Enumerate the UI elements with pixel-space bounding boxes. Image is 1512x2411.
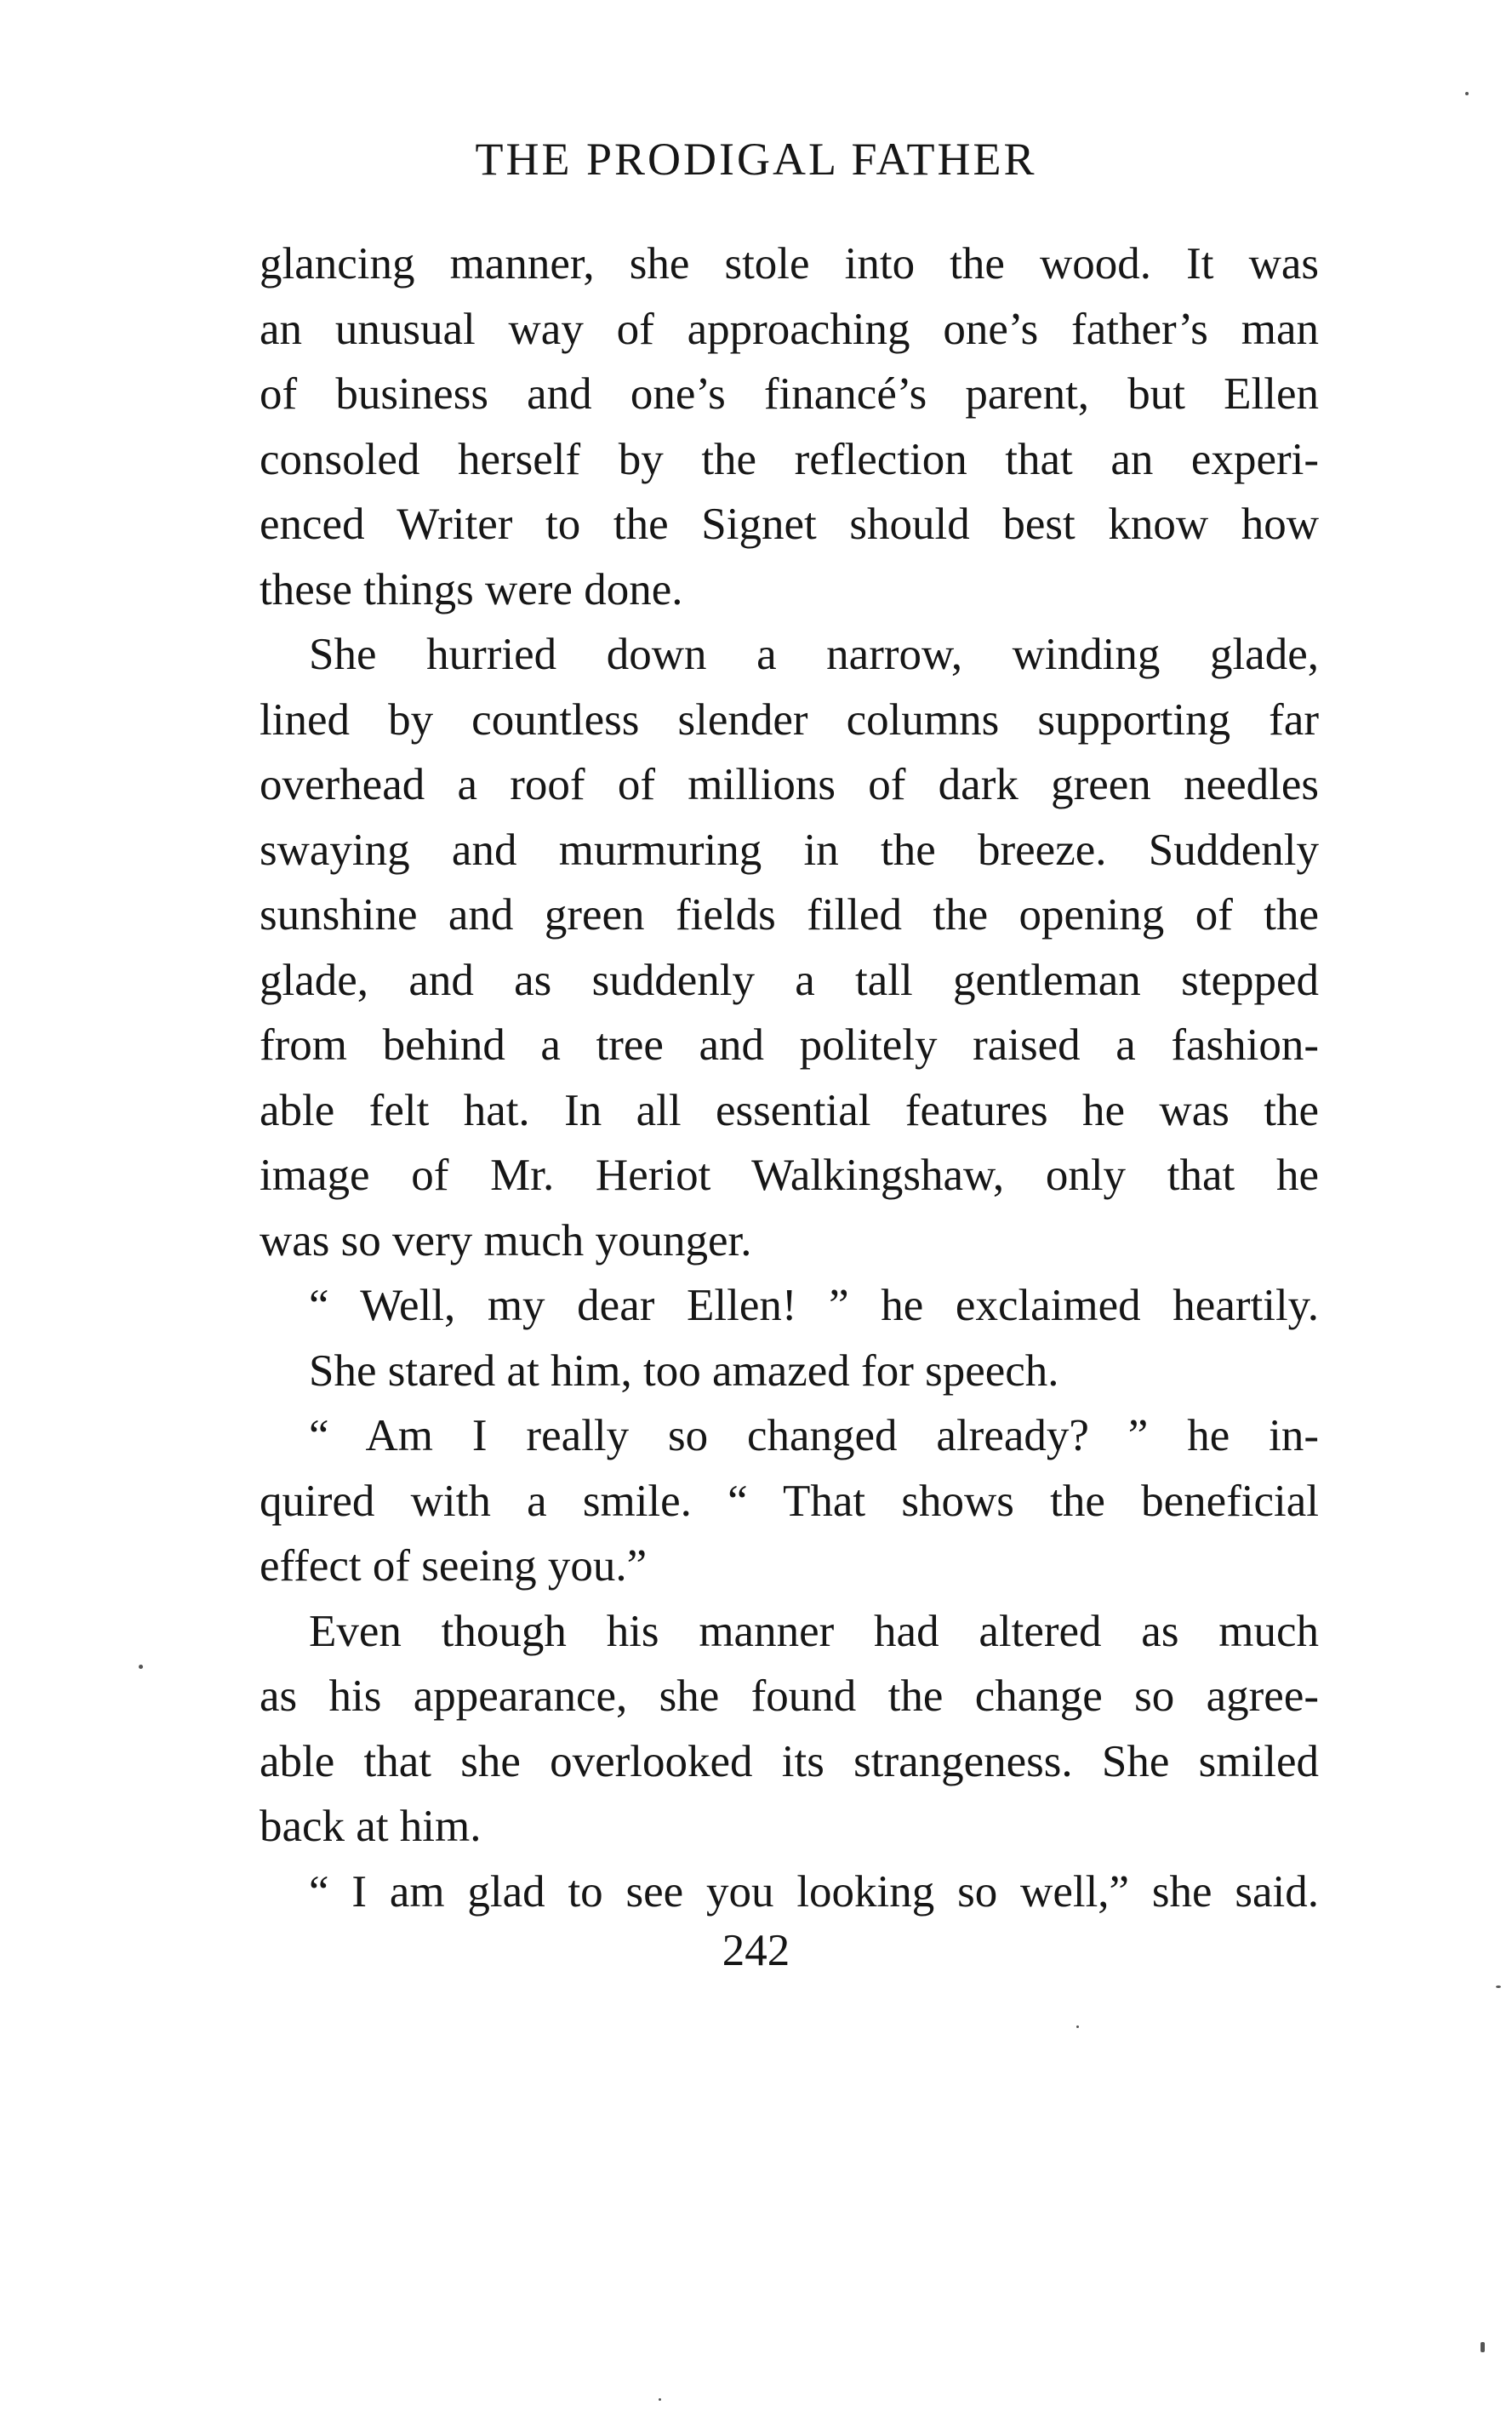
- text-line: from behind a tree and politely raised a fashion-: [260, 1020, 1319, 1070]
- text-line: able felt hat. In all essential features he was the: [260, 1085, 1319, 1135]
- text-line: “ I am glad to see you looking so well,” she said.: [309, 1866, 1319, 1917]
- scan-speck: [659, 2398, 661, 2401]
- text-line: sunshine and green fields filled the opening of the: [260, 890, 1319, 940]
- text-line: as his appearance, she found the change so agree-: [260, 1671, 1319, 1721]
- text-line: She stared at him, too amazed for speech.: [309, 1345, 1059, 1396]
- text-line: quired with a smile. “ That shows the beneficial: [260, 1476, 1319, 1526]
- running-head: THE PRODIGAL FATHER: [475, 134, 1037, 185]
- text-line: “ Am I really so changed already? ” he in-: [309, 1411, 1319, 1460]
- scan-speck: [1465, 92, 1469, 95]
- scan-speck: [1481, 2342, 1485, 2352]
- text-line: overhead a roof of millions of dark green needles: [260, 760, 1319, 809]
- text-line: able that she overlooked its strangeness. She smiled: [260, 1736, 1319, 1786]
- text-line: back at him.: [260, 1802, 482, 1851]
- scan-speck: [139, 1665, 143, 1669]
- text-line: effect of seeing you.”: [260, 1541, 648, 1591]
- text-line: was so very much younger.: [260, 1215, 752, 1265]
- text-line: glancing manner, she stole into the wood. It was: [260, 239, 1319, 289]
- text-line: consoled herself by the reflection that an experi-: [260, 434, 1319, 484]
- text-line: enced Writer to the Signet should best know how: [260, 500, 1319, 549]
- scan-speck: [1076, 2025, 1079, 2028]
- text-line: swaying and murmuring in the breeze. Suddenly: [260, 825, 1319, 875]
- text-line: these things were done.: [260, 564, 683, 614]
- text-line: “ Well, my dear Ellen! ” he exclaimed heartily.: [309, 1281, 1319, 1330]
- text-line: She hurried down a narrow, winding glade,: [309, 630, 1319, 679]
- body-text: [260, 231, 1319, 1924]
- text-line: Even though his manner had altered as much: [309, 1606, 1319, 1656]
- text-line: of business and one’s financé’s parent, but Ellen: [260, 369, 1319, 419]
- text-line: an unusual way of approaching one’s father’s man: [260, 304, 1319, 354]
- scan-speck: [1496, 1985, 1501, 1988]
- text-line: glade, and as suddenly a tall gentleman stepped: [260, 955, 1319, 1005]
- text-line: image of Mr. Heriot Walkingshaw, only that he: [260, 1151, 1319, 1200]
- text-line: lined by countless slender columns supporting far: [260, 694, 1319, 745]
- page-number: 242: [722, 1926, 790, 1975]
